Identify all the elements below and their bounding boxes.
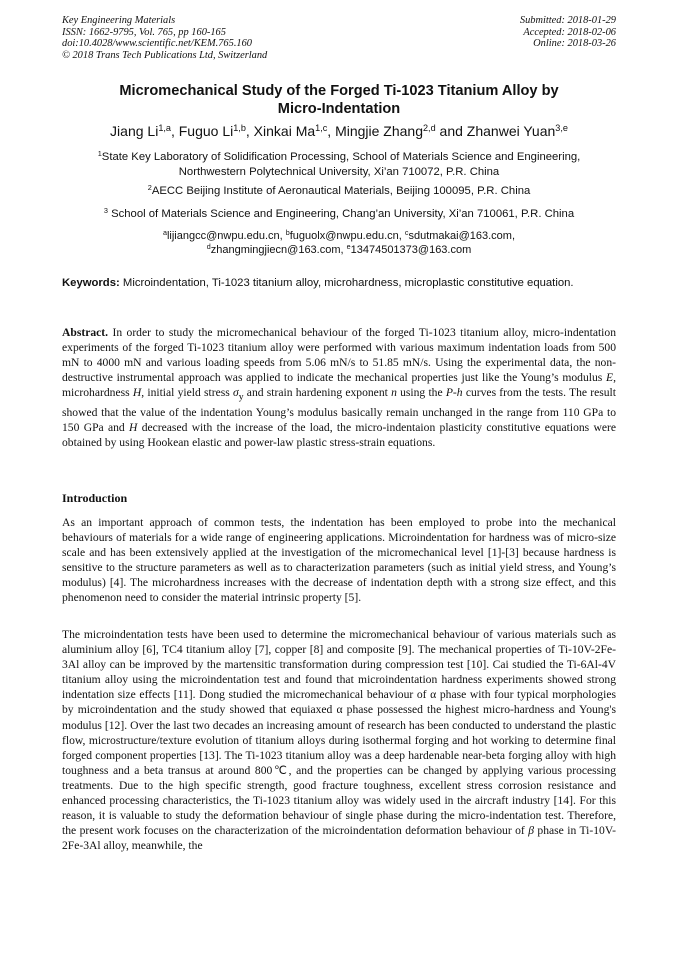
keywords-label: Keywords: [62,277,120,289]
paragraph-text: phase in Ti-10V-2Fe-3Al alloy, meanwhile, the [62,824,616,853]
abstract-text: In order to study the micromechanical behaviour of the forged Ti-1023 titanium alloy, micro-indentation experiments of the forged Ti-1023 titanium alloy were performed with various maximum indentation loads from 500 mN to 4000 mN and various loading speeds from 5.06 mN/s to 51.85 mN/s. Using the experimental data, the non-destructive instrumental approach was applied to indicate the mechanical properties just like the Young’s modulus [62,326,616,385]
abstract-text: curves from the tests. The result showed that the value of the indentation Young’s modulus basically remain unchanged in the range from 110 GPa to 150 GPa and [62,386,616,434]
author-affil-mark: 1,b [233,123,246,134]
symbol-p-h: P-h [445,386,463,400]
email-link[interactable]: 13474501373@163.com [350,244,472,256]
author-name: Fuguo Li [178,123,234,139]
title-line-2: Micro-Indentation [277,101,401,117]
introduction-paragraph-2 [62,627,616,853]
author-list: Jiang Li$^{1,a}$, Fuguo Li$^{1,b}$, Xinkai Ma$^{1,c}$, Mingjie Zhang$^{2,d}$ and Zhanwei Yuan$^{3,e}$ [110,123,568,139]
issn-line: ISSN: 1662-9795, Vol. 765, pp 160-165 [62,26,226,38]
email-link[interactable]: sdutmakai@163.com, [408,230,516,242]
affil-number: 2 [147,183,152,193]
author-name: Mingjie Zhang [335,123,423,139]
journal-info [62,15,267,61]
email-mark: c [404,229,409,238]
author-name: Jiang Li [110,123,159,139]
paper-title [62,82,616,118]
introduction-paragraph-1: As an important approach of common tests, the indentation has been employed to probe into the mechanical behaviours of materials for a wide range of engineering applications. Microindentation for hardness was of micro-size scale and has been extensively applied at the investigation of the micromechanical level [1]-[3] because hardness is sensitive to the structure parameters as well as to characterization parameters (such as initial yield stress, and Young’s modulus) [4]. The microhardness increases with the decrease of indentation depth with a strong size effect, and this phenomenon need to consider the material intrinsic property [5]. [62,516,616,605]
affil-text: State Key Laboratory of Solidification Processing, School of Materials Science and Engineering, [101,151,581,163]
abstract-text: decreased with the increase of the load, the micro-indentaion plasticity constitutive equations were obtained by using Hookean elastic and power-law plastic stress-strain equations. [62,420,617,449]
paragraph-text: The microindentation tests have been used to determine the micromechanical behaviour of various materials such as aluminium alloy [6], TC4 titanium alloy [7], copper [8] and composite [9]. The mechanical properties of Ti-10V-2Fe-3Al alloy can be improved by the martensitic transformation during compression test [10]. Cai studied the Ti-6Al-4V titanium alloy using the microindentation test and found that microindentation hardness experiments showed strong indentation size effects [11]. Dong studied the micromechanical behaviour of α phase with four typical morphologies by microindentation and the study showed that equiaxed α phase possessed the highest micro-hardness and Young's modulus [12]. Over the last two decades an increasing amount of research has been conducted to understand the plastic flow, microstructure/texture evolution of titanium alloys during isothermal forging and hot working to determine final forged component properties [13]. The Ti-1023 titanium alloy was a deep hardenable near-beta forging alloy with high toughness and a beta transus at around 800℃, and the properties can be changed by applying various processing treatments. Due to the high specific strength, good fracture toughness, excellent stress corrosion resistance and enhanced processing characteristics, the Ti-1023 titanium alloy was widely used in the aircraft industry [14]. For this reason, it is valuable to study the deformation behaviour of single phase during the micro-indentation test. Therefore, the present work focuses on the characterization of the microindentation deformation behaviour of [62,628,616,838]
online-date: Online: 2018-03-26 [533,38,616,50]
affil-number: 3 [103,206,108,216]
symbol-n: n [391,386,397,400]
abstract-label: Abstract. [62,326,109,339]
symbol-H: H [129,420,138,434]
keywords-text: Microindentation, Ti-1023 titanium alloy, microhardness, microplastic constitutive equation. [119,277,574,289]
accepted-date: Accepted: 2018-02-06 [523,26,616,38]
author-and: and [439,123,463,139]
affiliation-2 [62,184,616,199]
copyright-line: © 2018 Trans Tech Publications Ltd, Switzerland [62,49,268,61]
affil-text: AECC Beijing Institute of Aeronautical Materials, Beijing 100095, P.R. China [151,185,531,197]
journal-name: Key Engineering Materials [62,15,176,26]
email-mark: d [206,243,211,252]
abstract-text: and strain hardening exponent [243,386,392,400]
symbol-sigma: σ [233,386,239,400]
author-name: Zhanwei Yuan [466,123,556,139]
abstract-text: using the [396,386,446,400]
affiliation-3 [62,207,616,222]
email-link[interactable]: fuguolx@nwpu.edu.cn, [289,230,405,242]
section-heading-introduction: Introduction [62,491,128,505]
author-affil-mark: 1,a [158,123,171,134]
email-mark: a [162,229,167,238]
abstract-text: , microhardness [62,371,616,400]
submitted-date: Submitted: 2018-01-29 [519,15,616,26]
abstract [62,325,616,450]
email-link[interactable]: lijiangcc@nwpu.edu.cn, [166,230,286,242]
author-emails [62,229,616,257]
affil-number: 1 [97,149,102,159]
email-mark: b [285,229,290,238]
abstract-text: , initial yield stress [141,386,234,400]
symbol-H: H [132,386,142,400]
keywords [62,276,616,291]
symbol-beta: β [528,824,534,838]
doi-line: doi:10.4028/www.scientific.net/KEM.765.160 [62,38,252,50]
affiliation-1 [62,150,616,180]
affil-text: Northwestern Polytechnical University, Xi’an 710072, P.R. China [178,166,500,178]
author-affil-mark: 1,c [315,123,328,134]
author-name: Xinkai Ma [253,123,316,139]
affil-text: School of Materials Science and Engineering, Chang’an University, Xi’an 710061, P.R. China [107,208,575,220]
author-affil-mark: 2,d [423,123,436,134]
author-affil-mark: 3,e [555,123,568,134]
email-mark: e [346,243,351,252]
email-link[interactable]: zhangmingjiecn@163.com, [210,244,347,256]
symbol-E: E [606,371,614,385]
publication-dates [520,15,616,50]
title-line-1: Micromechanical Study of the Forged Ti-1023 Titanium Alloy by [119,83,559,99]
symbol-sigma-subscript: y [238,391,244,403]
